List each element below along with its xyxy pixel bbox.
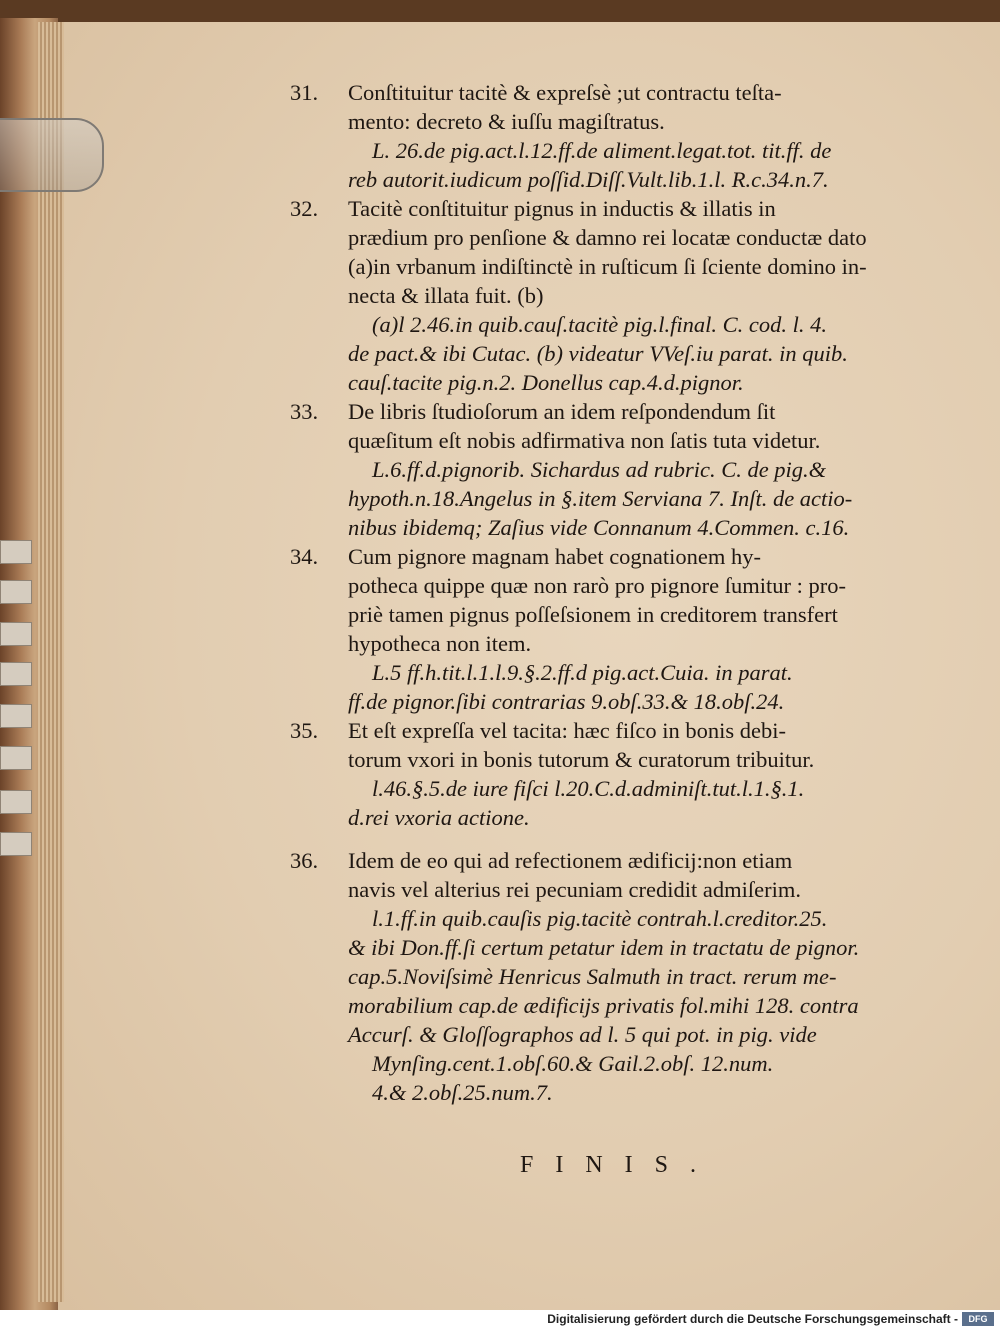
text-line: cap.5.Noviſsimè Henricus Salmuth in tract. rerum me- xyxy=(348,964,837,989)
paragraph-text: Idem de eo qui ad refectionem ædificij:non etiam xyxy=(348,848,793,873)
text-line: morabilium cap.de ædificijs privatis fol.mihi 128. contra xyxy=(348,993,859,1018)
text-line: Mynſing.cent.1.obſ.60.& Gail.2.obſ. 12.num. xyxy=(372,1051,774,1076)
text-line: de pact.& ibi Cutac. (b) videatur VVeſ.iu parat. in quib. xyxy=(348,341,848,366)
paragraph-text: Cum pignore magnam habet cognationem hy- xyxy=(348,544,762,569)
text-line: priè tamen pignus poſſeſsionem in creditorem transfert xyxy=(348,602,838,627)
footer-credit: Digitalisierung gefördert durch die Deutsche Forschungsgemeinschaft - xyxy=(547,1312,958,1326)
text-line: potheca quippe quæ non rarò pro pignore ſumitur : pro- xyxy=(348,573,847,598)
paragraph-number: 32. xyxy=(290,196,319,221)
paragraph-text: Conſtituitur tacitè & expreſsè ;ut contractu teſta- xyxy=(348,80,782,105)
text-line: L.6.ff.d.pignorib. Sichardus ad rubric. C. de pig.& xyxy=(372,457,827,482)
ribbon-bookmark xyxy=(0,118,104,192)
text-line: hypotheca non item. xyxy=(348,631,532,656)
text-line: L. 26.de pig.act.l.12.ff.de aliment.legat.tot. tit.ff. de xyxy=(372,138,832,163)
text-line xyxy=(248,846,960,875)
text-line: l.46.§.5.de iure fiſci l.20.C.d.adminiſt.tut.l.1.§.1. xyxy=(372,776,805,801)
text-line: prædium pro penſione & damno rei locatæ conductæ dato xyxy=(348,225,867,250)
text-line xyxy=(248,194,960,223)
text-line xyxy=(248,716,960,745)
text-line: cauſ.tacite pig.n.2. Donellus cap.4.d.pignor. xyxy=(348,370,744,395)
page-text xyxy=(290,78,960,1107)
paragraph-number: 33. xyxy=(290,399,319,424)
line-gap xyxy=(300,832,960,846)
paragraph-text: Et eſt expreſſa vel tacita: hæc fiſco in bonis debi- xyxy=(348,718,786,743)
page-tabs xyxy=(0,540,34,860)
text-line: & ibi Don.ff.ſi certum petatur idem in tractatu de pignor. xyxy=(348,935,860,960)
text-line: torum vxori in bonis tutorum & curatorum tribuitur. xyxy=(348,747,815,772)
text-line: (a)in vrbanum indiſtinctè in ruſticum ſi ſciente domino in- xyxy=(348,254,867,279)
text-line: Accurſ. & Gloſſographos ad l. 5 qui pot. in pig. vide xyxy=(348,1022,817,1047)
text-line: L.5 ff.h.tit.l.1.l.9.§.2.ff.d pig.act.Cuia. in parat. xyxy=(372,660,793,685)
page-leaves xyxy=(38,22,64,1302)
text-line: ff.de pignor.ſibi contrarias 9.obſ.33.& 18.obſ.24. xyxy=(348,689,785,714)
text-line xyxy=(248,397,960,426)
text-line: nibus ibidemq; Zaſius vide Connanum 4.Commen. c.16. xyxy=(348,515,850,540)
paragraph-number: 31. xyxy=(290,80,319,105)
text-line: reb autorit.iudicum poſſid.Diſſ.Vult.lib.1.l. R.c.34.n.7. xyxy=(348,167,829,192)
text-line: (a)l 2.46.in quib.cauſ.tacitè pig.l.final. C. cod. l. 4. xyxy=(372,312,827,337)
text-line: navis vel alterius rei pecuniam credidit admiſerim. xyxy=(348,877,801,902)
text-line xyxy=(248,542,960,571)
text-line: quæſitum eſt nobis adfirmativa non ſatis tuta videtur. xyxy=(348,428,821,453)
paragraph-text: De libris ſtudioſorum an idem reſpondendum ſit xyxy=(348,399,776,424)
paragraph-text: Tacitè conſtituitur pignus in inductis & illatis in xyxy=(348,196,776,221)
text-line: d.rei vxoria actione. xyxy=(348,805,530,830)
text-line: mento: decreto & iuſſu magiſtratus. xyxy=(348,109,665,134)
text-line: hypoth.n.18.Angelus in §.item Serviana 7. Inſt. de actio- xyxy=(348,486,853,511)
paragraph-number: 36. xyxy=(290,848,319,873)
text-line xyxy=(248,78,960,107)
finis-text: FINIS. xyxy=(520,1152,719,1178)
footer-bar xyxy=(0,1310,1000,1329)
text-line: necta & illata fuit. (b) xyxy=(348,283,544,308)
dfg-logo: DFG xyxy=(962,1312,994,1326)
paragraph-number: 34. xyxy=(290,544,319,569)
text-line: 4.& 2.obſ.25.num.7. xyxy=(372,1080,553,1105)
paragraph-number: 35. xyxy=(290,718,319,743)
text-line: l.1.ff.in quib.cauſis pig.tacitè contrah.l.creditor.25. xyxy=(372,906,828,931)
